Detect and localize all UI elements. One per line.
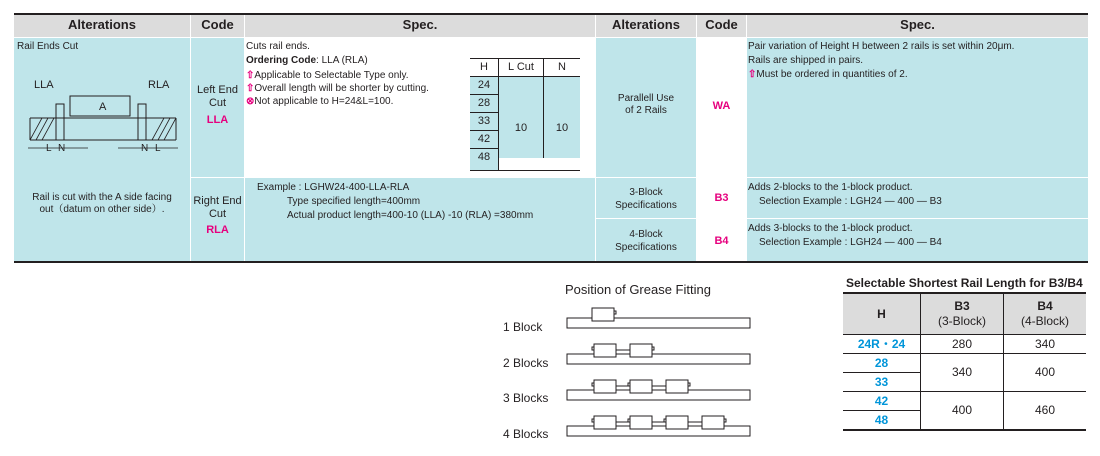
rail-ends-note-1: Rail is cut with the A side facing bbox=[32, 192, 172, 203]
lla-spec-cell bbox=[245, 38, 595, 177]
ordering-code-value: : LLA (RLA) bbox=[316, 55, 368, 66]
lla-spec-line3-text: Applicable to Selectable Type only. bbox=[254, 70, 409, 81]
parallel-label-2: of 2 Rails bbox=[625, 105, 667, 116]
b3-spec-cell bbox=[747, 178, 1088, 218]
sel-b3-header-1: B3 bbox=[954, 299, 970, 313]
main-table bbox=[14, 13, 1088, 263]
cut-table-h-48: 48 bbox=[477, 151, 491, 163]
cut-table-h-33: 33 bbox=[477, 115, 491, 127]
example-line1: Example : LGHW24-400-LLA-RLA bbox=[257, 182, 410, 193]
sel-row1-b4: 340 bbox=[1004, 335, 1086, 353]
sel-b4-header-1: B4 bbox=[1037, 299, 1053, 313]
sel-h-header: H bbox=[843, 294, 920, 334]
header-code-right: Code bbox=[697, 15, 746, 37]
left-end-label-1: Left End bbox=[197, 84, 238, 96]
lla-spec-line4-text: Overall length will be shorter by cutting. bbox=[254, 83, 429, 94]
left-end-code: LLA bbox=[206, 114, 229, 126]
prohibited-icon: ⊗ bbox=[246, 96, 255, 107]
b4-cell bbox=[596, 219, 696, 261]
cut-table-h-24: 24 bbox=[477, 79, 491, 91]
sel-b3-header-2: (3-Block) bbox=[937, 314, 986, 328]
grease-label-4-blocks: 4 Blocks bbox=[503, 427, 549, 441]
sel-h-42: 42 bbox=[843, 392, 920, 410]
cut-table-h-28: 28 bbox=[477, 97, 491, 109]
sel-h-33: 33 bbox=[843, 373, 920, 391]
l-label-right: L bbox=[155, 143, 161, 154]
rail-ends-title: Rail Ends Cut bbox=[17, 41, 79, 52]
header-spec-right: Spec. bbox=[747, 15, 1088, 37]
l-label-left: L bbox=[46, 143, 52, 154]
ordering-code-line bbox=[246, 54, 368, 67]
b3-code: B3 bbox=[714, 192, 729, 204]
header-alterations-left: Alterations bbox=[14, 15, 190, 37]
cut-table-n-header: N bbox=[558, 61, 566, 73]
header-spec-left: Spec. bbox=[245, 15, 595, 37]
n-label-left: N bbox=[58, 143, 66, 154]
lla-spec-line5 bbox=[246, 95, 393, 108]
sel-row2-b3: 340 bbox=[921, 354, 1003, 391]
sel-b4-header bbox=[1004, 294, 1086, 334]
example-line2: Type specified length=400mm bbox=[287, 196, 421, 207]
b3-label-1: 3-Block bbox=[629, 187, 663, 198]
selectable-title: Selectable Shortest Rail Length for B3/B4 bbox=[846, 276, 1083, 290]
parallel-cell bbox=[596, 38, 696, 177]
parallel-spec-line3 bbox=[748, 68, 908, 81]
cut-table bbox=[470, 58, 580, 171]
attention-icon: ⇧ bbox=[246, 70, 255, 81]
selectable-table bbox=[843, 292, 1086, 442]
b4-label-1: 4-Block bbox=[629, 229, 663, 240]
parallel-label-1: Parallell Use bbox=[617, 93, 675, 104]
attention-icon: ⇧ bbox=[748, 69, 757, 80]
cut-table-lcut-value: 10 bbox=[514, 122, 528, 134]
parallel-spec-cell bbox=[747, 38, 1088, 177]
parallel-spec-line2: Rails are shipped in pairs. bbox=[748, 55, 864, 66]
attention-icon: ⇧ bbox=[246, 83, 255, 94]
example-cell bbox=[245, 178, 595, 261]
b3-code-cell bbox=[697, 178, 746, 218]
b4-spec-cell bbox=[747, 219, 1088, 261]
rla-label: RLA bbox=[148, 79, 170, 91]
grease-fitting-diagram bbox=[566, 304, 752, 446]
b3-cell bbox=[596, 178, 696, 218]
cut-table-h-42: 42 bbox=[477, 133, 491, 145]
b4-spec-line1: Adds 3-blocks to the 1-block product. bbox=[748, 223, 913, 234]
parallel-code-cell bbox=[697, 38, 746, 177]
sel-row1-b3: 280 bbox=[921, 335, 1003, 353]
b4-code-cell bbox=[697, 219, 746, 261]
lla-spec-line5-text: Not applicable to H=24&L=100. bbox=[254, 96, 394, 107]
b3-spec-line2: Selection Example : LGH24 — 400 — B3 bbox=[759, 196, 942, 207]
parallel-code: WA bbox=[712, 100, 731, 112]
cut-table-h-header: H bbox=[480, 61, 488, 73]
grease-label-1-block: 1 Block bbox=[503, 320, 543, 334]
grease-label-3-blocks: 3 Blocks bbox=[503, 391, 549, 405]
right-end-code-cell bbox=[191, 178, 244, 261]
a-label: A bbox=[99, 101, 107, 113]
grease-title: Position of Grease Fitting bbox=[565, 282, 711, 297]
right-end-code: RLA bbox=[206, 224, 229, 236]
grease-label-2-blocks: 2 Blocks bbox=[503, 356, 549, 370]
rail-ends-note-2: out（datum on other side）. bbox=[39, 204, 165, 215]
sel-row3-b3: 400 bbox=[921, 392, 1003, 429]
lla-spec-line3 bbox=[246, 69, 409, 82]
sel-h-48: 48 bbox=[843, 411, 920, 429]
lla-spec-line4 bbox=[246, 82, 429, 95]
sel-h-24: 24R・24 bbox=[843, 335, 920, 353]
left-end-code-cell bbox=[191, 38, 244, 177]
right-end-label-2: Cut bbox=[208, 208, 227, 220]
sel-row3-b4: 460 bbox=[1004, 392, 1086, 429]
ordering-code-label: Ordering Code bbox=[246, 55, 317, 66]
rail-ends-cell bbox=[14, 38, 190, 261]
b4-code: B4 bbox=[714, 235, 729, 247]
b3-spec-line1: Adds 2-blocks to the 1-block product. bbox=[748, 182, 913, 193]
sel-b3-header bbox=[921, 294, 1003, 334]
cut-table-n-value: 10 bbox=[555, 122, 569, 134]
lla-spec-line1: Cuts rail ends. bbox=[246, 41, 310, 52]
sel-b4-header-2: (4-Block) bbox=[1020, 314, 1069, 328]
right-end-label-1: Right End bbox=[193, 195, 242, 207]
left-end-label-2: Cut bbox=[208, 97, 227, 109]
n-label-right: N bbox=[141, 143, 149, 154]
b4-spec-line2: Selection Example : LGH24 — 400 — B4 bbox=[759, 237, 942, 248]
cut-table-lcut-header: L Cut bbox=[508, 61, 534, 73]
sel-h-28: 28 bbox=[843, 354, 920, 372]
header-code-left: Code bbox=[191, 15, 244, 37]
lla-label: LLA bbox=[34, 79, 54, 91]
header-alterations-right: Alterations bbox=[596, 15, 696, 37]
b3-label-2: Specifications bbox=[615, 200, 677, 211]
example-line3: Actual product length=400-10 (LLA) -10 (RLA) =380mm bbox=[287, 210, 534, 221]
parallel-spec-line1: Pair variation of Height H between 2 rails is set within 20μm. bbox=[748, 41, 1015, 52]
sel-row2-b4: 400 bbox=[1004, 354, 1086, 391]
parallel-spec-line3-text: Must be ordered in quantities of 2. bbox=[756, 69, 908, 80]
b4-label-2: Specifications bbox=[615, 242, 677, 253]
